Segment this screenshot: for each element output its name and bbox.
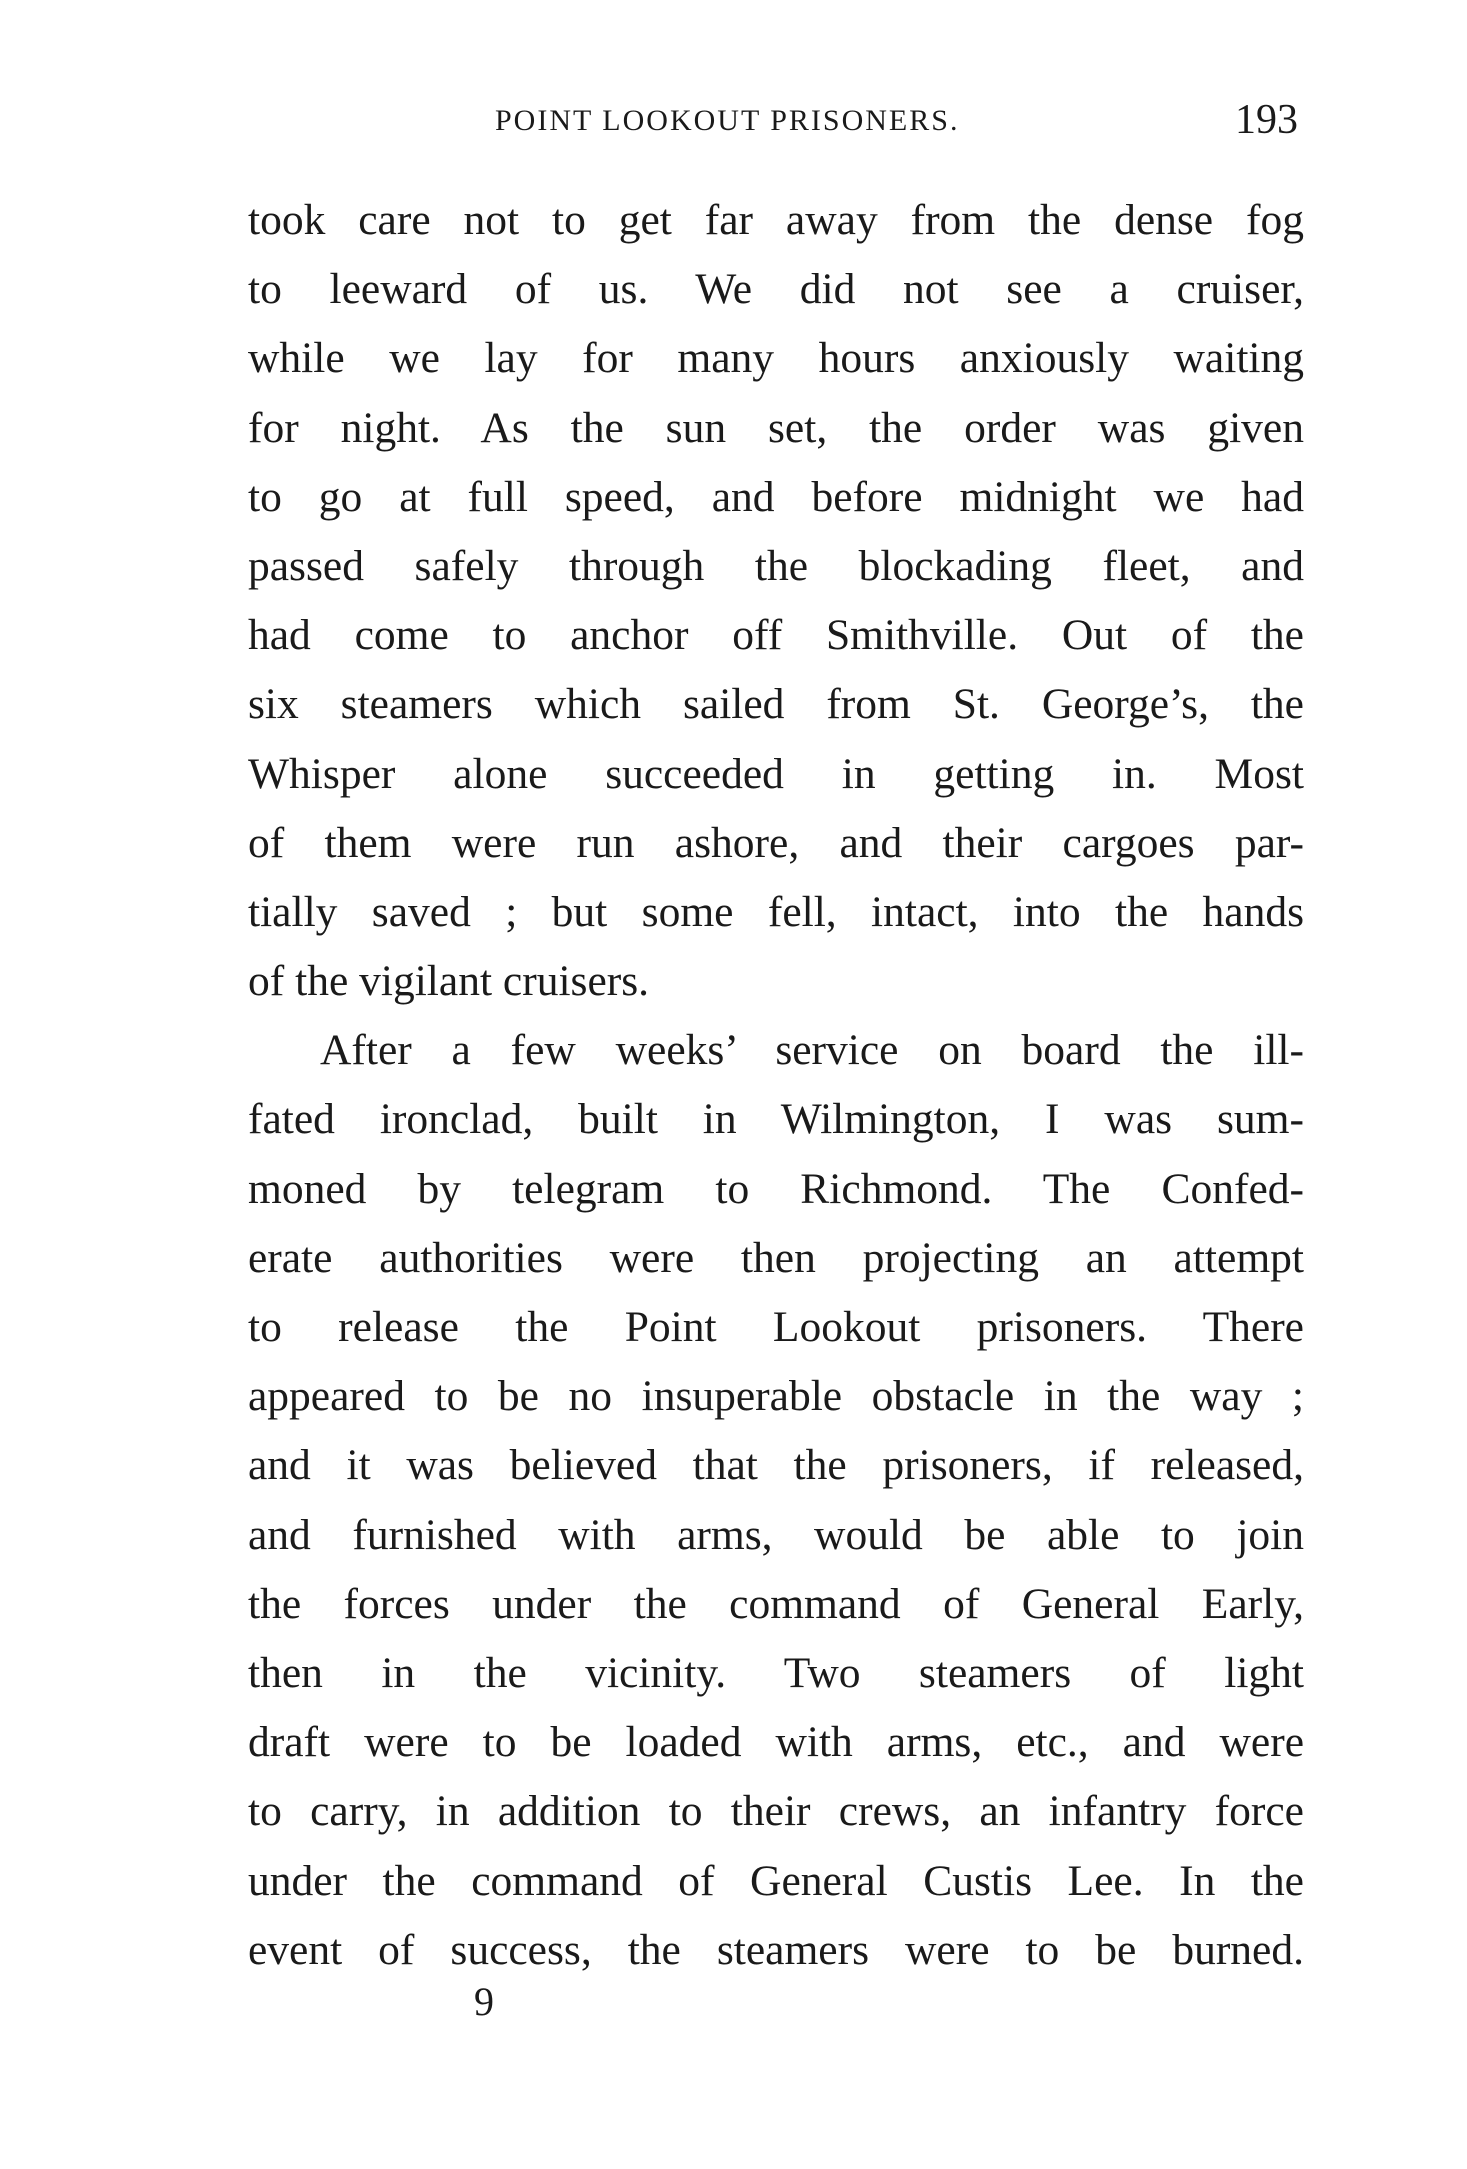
- text-line: and furnished with arms, would be able to join: [248, 1510, 1304, 1559]
- running-head: [248, 96, 1304, 156]
- text-line: and it was believed that the prisoners, if released,: [248, 1441, 1304, 1490]
- text-line: erate authorities were then projecting an attempt: [248, 1233, 1304, 1282]
- text-line: tially saved ; but some fell, intact, into the hands: [248, 887, 1304, 936]
- text-line: Whisper alone succeeded in getting in. Most: [248, 749, 1304, 798]
- text-line: appeared to be no insuperable obstacle in the way ;: [248, 1372, 1304, 1421]
- paragraph-last-line: of the vigilant cruisers.: [248, 957, 650, 1006]
- text-line: fated ironclad, built in Wilmington, I was sum-: [248, 1095, 1304, 1144]
- text-line: passed safely through the blockading fleet, and: [248, 541, 1304, 590]
- text-line: to carry, in addition to their crews, an infantry force: [248, 1787, 1304, 1836]
- signature-mark: 9: [474, 1979, 494, 2024]
- body-text: [248, 186, 1304, 1985]
- page-number: 193: [1235, 97, 1298, 143]
- text-line: to go at full speed, and before midnight we had: [248, 472, 1304, 521]
- text-line: then in the vicinity. Two steamers of light: [248, 1648, 1304, 1697]
- text-line: of them were run ashore, and their cargoes par-: [248, 818, 1304, 867]
- running-title: POINT LOOKOUT PRISONERS.: [495, 104, 960, 137]
- paragraph-first-line: After a few weeks’ service on board the ill-: [320, 1026, 1304, 1075]
- text-line: to leeward of us. We did not see a cruiser,: [248, 265, 1304, 314]
- text-line: took care not to get far away from the dense fog: [248, 196, 1304, 244]
- text-line: to release the Point Lookout prisoners. There: [248, 1303, 1304, 1351]
- text-line: draft were to be loaded with arms, etc., and were: [248, 1718, 1304, 1767]
- text-line: while we lay for many hours anxiously waiting: [248, 334, 1304, 383]
- text-line: six steamers which sailed from St. George’s, the: [248, 680, 1304, 729]
- text-line: for night. As the sun set, the order was given: [248, 403, 1304, 452]
- text-line: moned by telegram to Richmond. The Confed-: [248, 1164, 1304, 1213]
- text-line: the forces under the command of General Early,: [248, 1579, 1304, 1628]
- text-line: had come to anchor off Smithville. Out of the: [248, 611, 1304, 660]
- text-line: under the command of General Custis Lee. In the: [248, 1856, 1304, 1905]
- text-line: event of success, the steamers were to be burned.: [248, 1925, 1304, 1974]
